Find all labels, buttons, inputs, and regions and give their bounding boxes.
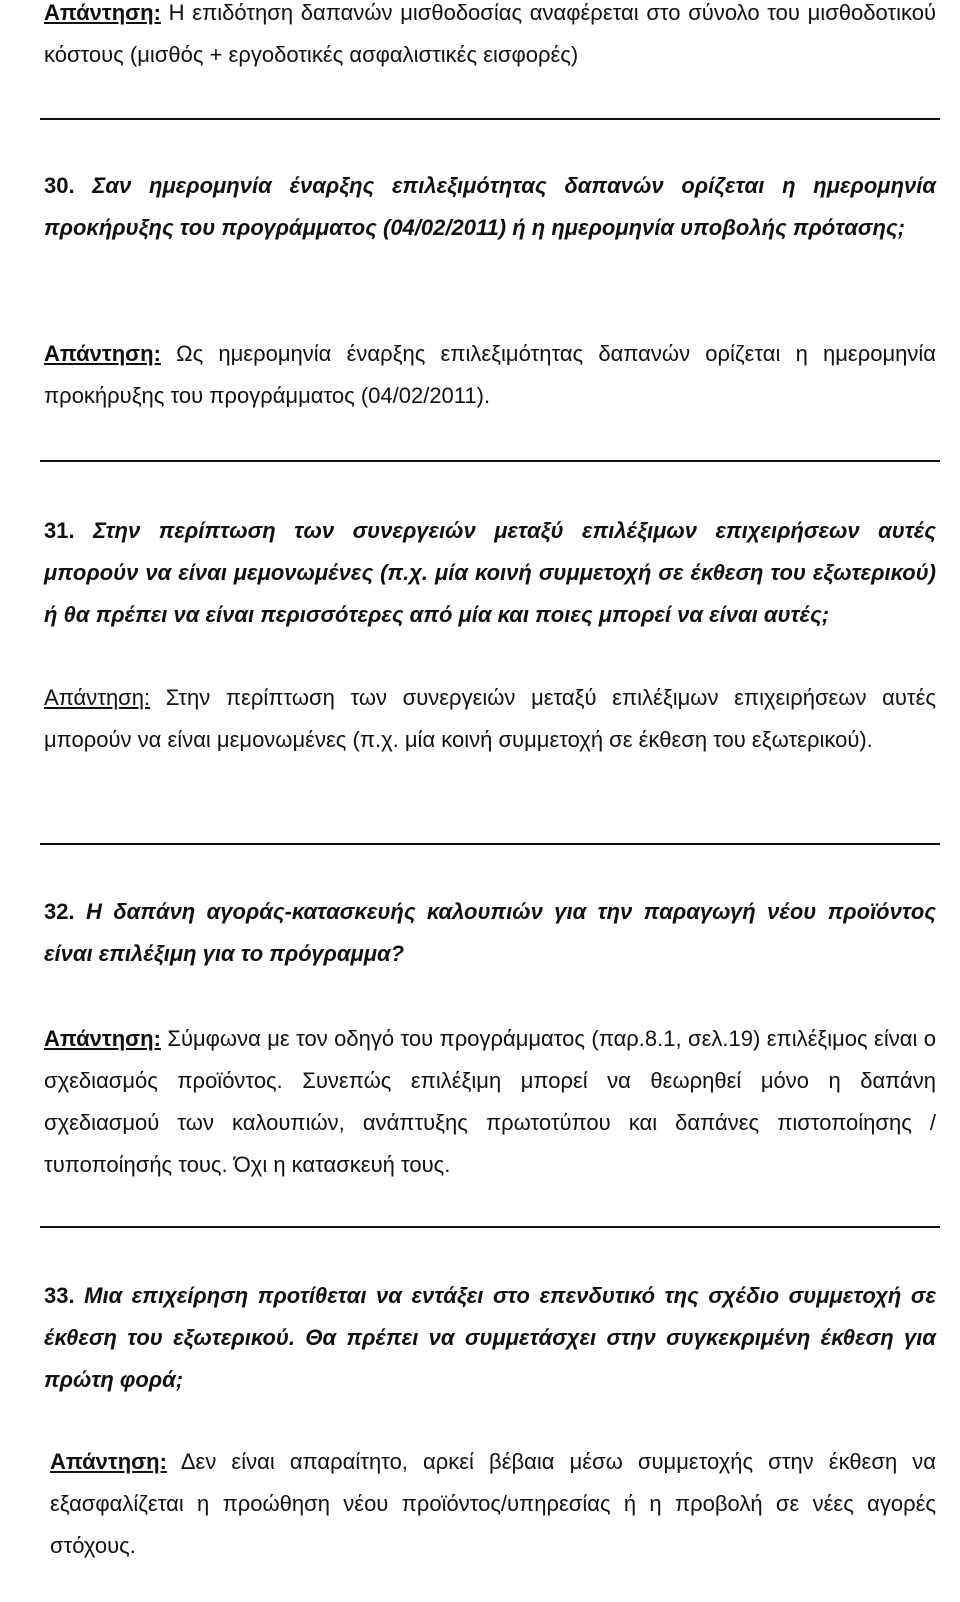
answer-31 [44, 677, 936, 761]
section-divider [40, 843, 940, 845]
answer-label: Απάντηση: [50, 1449, 167, 1474]
answer-text: Η επιδότηση δαπανών μισθοδοσίας αναφέρεται στο σύνολο του μισθοδοτικού κόστους (μισθός + εργοδοτικές ασφαλιστικές εισφορές) [44, 0, 936, 67]
question-33 [44, 1275, 936, 1401]
section-divider [40, 1226, 940, 1228]
question-number: 30. [44, 173, 75, 198]
answer-label: Απάντηση: [44, 341, 161, 366]
answer-32 [44, 1018, 936, 1186]
question-32 [44, 891, 936, 975]
question-number: 31. [44, 518, 75, 543]
question-number: 33. [44, 1283, 75, 1308]
section-divider [40, 460, 940, 462]
answer-text: Σύμφωνα με τον οδηγό του προγράμματος (παρ.8.1, σελ.19) επιλέξιμος είναι ο σχεδιασμός προϊόντος. Συνεπώς επιλέξιμη μπορεί να θεωρηθεί μόνο η δαπάνη σχεδιασμού των καλουπιών, ανάπτυξης πρωτοτύπου και δαπάνες πιστοποίησης / τυποποίησής τους. Όχι η κατασκευή τους. [44, 1026, 936, 1177]
question-31 [44, 510, 936, 636]
answer-33 [50, 1441, 936, 1567]
question-text: Η δαπάνη αγοράς-κατασκευής καλουπιών για την παραγωγή νέου προϊόντος είναι επιλέξιμη για το πρόγραμμα? [44, 899, 936, 966]
section-divider [40, 118, 940, 120]
answer-text: Στην περίπτωση των συνεργειών μεταξύ επιλέξιμων επιχειρήσεων αυτές μπορούν να είναι μεμονωμένες (π.χ. μία κοινή συμμετοχή σε έκθεση του εξωτερικού). [44, 685, 936, 752]
answer-label: Απάντηση: [44, 685, 151, 710]
question-number: 32. [44, 899, 75, 924]
question-text: Μια επιχείρηση προτίθεται να εντάξει στο επενδυτικό της σχέδιο συμμετοχή σε έκθεση του εξωτερικού. Θα πρέπει να συμμετάσχει στην συγκεκριμένη έκθεση για πρώτη φορά; [44, 1283, 936, 1392]
question-30 [44, 165, 936, 249]
question-text: Στην περίπτωση των συνεργειών μεταξύ επιλέξιμων επιχειρήσεων αυτές μπορούν να είναι μεμονωμένες (π.χ. μία κοινή συμμετοχή σε έκθεση του εξωτερικού) ή θα πρέπει να είναι περισσότερες από μία και ποιες μπορεί να είναι αυτές; [44, 518, 936, 627]
answer-30 [44, 333, 936, 417]
answer-label: Απάντηση: [44, 1026, 161, 1051]
answer-text: Δεν είναι απαραίτητο, αρκεί βέβαια μέσω συμμετοχής στην έκθεση να εξασφαλίζεται η προώθηση νέου προϊόντος/υπηρεσίας ή η προβολή σε νέες αγορές στόχους. [50, 1449, 936, 1558]
answer-label: Απάντηση: [44, 0, 161, 25]
question-text: Σαν ημερομηνία έναρξης επιλεξιμότητας δαπανών ορίζεται η ημερομηνία προκήρυξης του προγράμματος (04/02/2011) ή η ημερομηνία υποβολής πρότασης; [44, 173, 936, 240]
intro-answer [44, 0, 936, 76]
answer-text: Ως ημερομηνία έναρξης επιλεξιμότητας δαπανών ορίζεται η ημερομηνία προκήρυξης του προγράμματος (04/02/2011). [44, 341, 936, 408]
